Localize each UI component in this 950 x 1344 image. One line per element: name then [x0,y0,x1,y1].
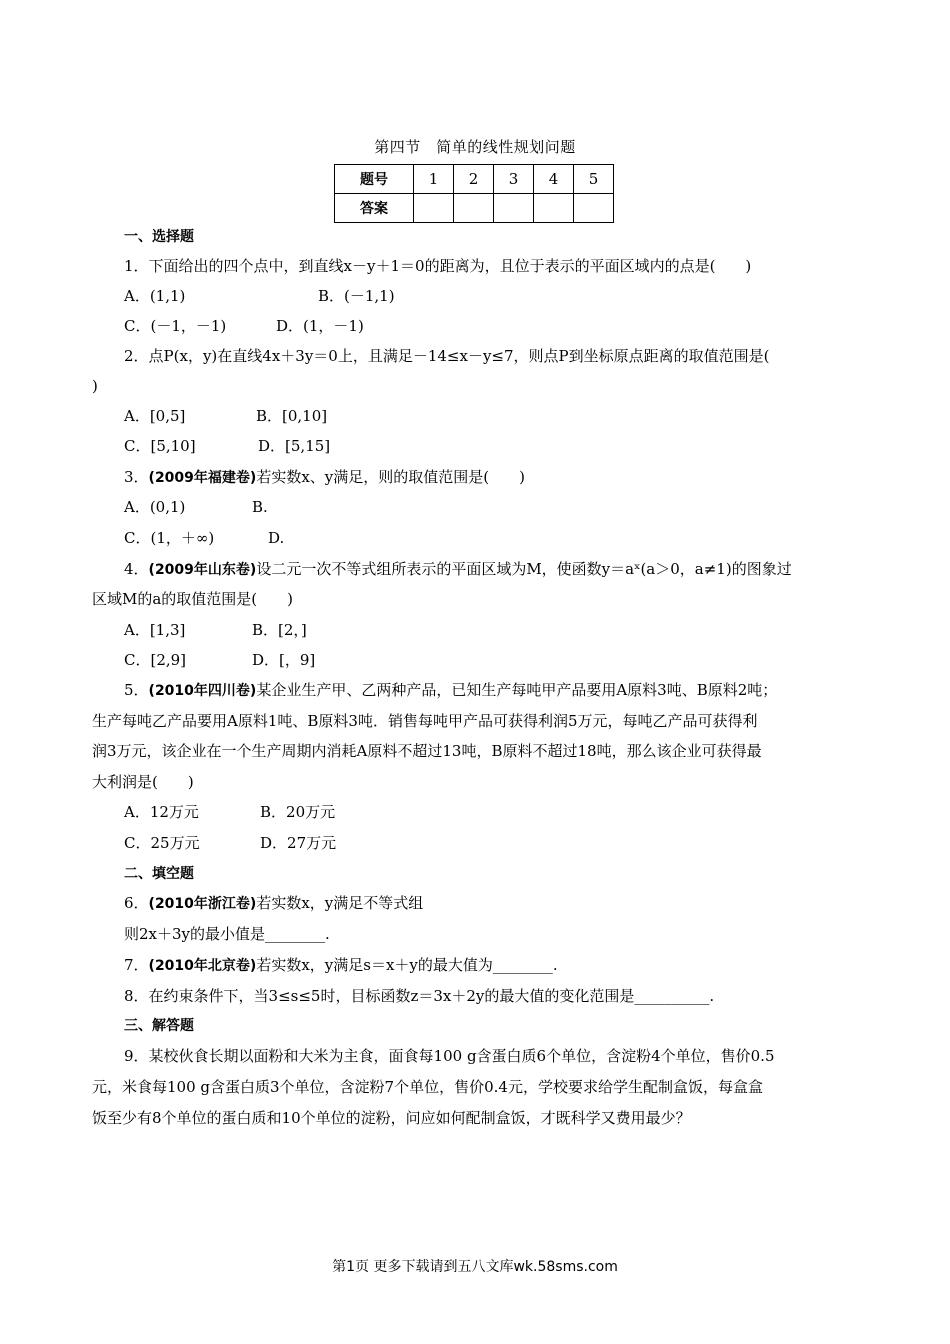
question-3-option-d: D. [268,529,285,547]
question-5-text-cont: 大利润是( ) [92,773,194,791]
question-4-text-cont: 区域M的a的取值范围是( ) [92,590,294,608]
section-heading-fill: 二、填空题 [124,866,194,882]
answer-cell [414,194,454,223]
question-5-text-cont: 润3万元，该企业在一个生产周期内消耗A原料不超过13吨，B原料不超过18吨，那么该企业可获得最 [92,742,762,760]
question-9-text-cont: 饭至少有8个单位的蛋白质和10个单位的淀粉，问应如何配制盒饭，才既科学又费用最少？ [92,1109,691,1127]
question-3-text: 若实数x、y满足，则的取值范围是( ) [256,468,525,486]
question-6 [124,893,423,914]
table-cell: 3 [494,165,534,194]
answer-cell [494,194,534,223]
table-cell: 2 [454,165,494,194]
table-header-answer: 答案 [335,194,414,223]
question-3-option-c: C．(1，＋∞) [124,529,215,547]
question-2-text-cont: ) [92,377,98,395]
question-1-option-a: A．(1,1) [124,287,186,305]
question-source: (2010年四川卷) [148,683,257,699]
question-1-option-d: D．(1，－1) [276,317,364,335]
section-heading-choice: 一、选择题 [124,229,194,245]
table-cell: 5 [574,165,614,194]
question-1-option-c: C．(－1，－1) [124,317,227,335]
question-4 [124,559,792,580]
question-2-option-a: A．[0,5] [124,407,186,425]
question-5-text-cont: 生产每吨乙产品要用A原料1吨、B原料3吨．销售每吨甲产品可获得利润5万元，每吨乙产品可获得利 [92,712,758,730]
question-2-option-d: D．[5,15] [258,437,331,455]
table-row [335,165,614,194]
question-number: 3． [124,468,149,486]
question-number: 4． [124,560,149,578]
question-number: 7． [124,956,149,974]
question-5-text: 某企业生产甲、乙两种产品，已知生产每吨甲产品要用A原料3吨、B原料2吨； [256,681,778,699]
question-7 [124,955,558,976]
answer-cell [454,194,494,223]
question-9-text-cont: 元，米食每100 g含蛋白质3个单位，含淀粉7个单位，售价0.4元，学校要求给学生配制盒饭，每盒盒 [92,1078,763,1096]
question-5 [124,680,777,701]
answer-table [334,164,614,223]
question-number: 5． [124,681,149,699]
question-5-option-c: C．25万元 [124,834,200,852]
table-cell: 1 [414,165,454,194]
question-source: (2010年北京卷) [148,958,257,974]
question-4-option-d: D．[，9] [252,651,316,669]
question-4-text: 设二元一次不等式组所表示的平面区域为M，使函数y＝aˣ(a＞0，a≠1)的图象过 [256,560,792,578]
table-row [335,194,614,223]
question-number: 6． [124,894,149,912]
question-2-option-b: B．[0,10] [256,407,328,425]
question-2-text: 2．点P(x，y)在直线4x＋3y＝0上，且满足－14≤x－y≤7，则点P到坐标原点距离的取值范围是( [124,347,770,365]
question-2-option-c: C．[5,10] [124,437,196,455]
table-header-number: 题号 [335,165,414,194]
question-5-option-a: A．12万元 [124,803,199,821]
question-4-option-b: B．[2，] [252,621,307,639]
question-3-option-a: A．(0,1) [124,498,186,516]
question-8-text: 8．在约束条件下，当3≤s≤5时，目标函数z＝3x＋2y的最大值的变化范围是__________. [124,987,715,1005]
question-7-text: 若实数x，y满足s＝x＋y的最大值为________. [256,956,558,974]
question-6-text: 若实数x，y满足不等式组 [256,894,424,912]
question-3 [124,467,525,488]
question-3-option-b: B. [252,498,268,516]
page-footer: 第1页 更多下载请到五八文库wk.58sms.com [332,1259,618,1275]
question-5-option-d: D．27万元 [260,834,337,852]
page-title: 第四节 简单的线性规划问题 [374,138,576,156]
question-9-text: 9．某校伙食长期以面粉和大米为主食，面食每100 g含蛋白质6个单位，含淀粉4个单位，售价0.5 [124,1047,775,1065]
question-4-option-a: A．[1,3] [124,621,186,639]
answer-cell [574,194,614,223]
question-1-text: 1．下面给出的四个点中，到直线x－y＋1＝0的距离为，且位于表示的平面区域内的点是( ) [124,257,752,275]
question-source: (2009年山东卷) [148,562,257,578]
table-cell: 4 [534,165,574,194]
section-heading-answer: 三、解答题 [124,1018,194,1034]
question-1-option-b: B．(－1,1) [318,287,395,305]
question-5-option-b: B．20万元 [260,803,336,821]
question-6-text-cont: 则2x＋3y的最小值是________. [124,925,330,943]
question-source: (2009年福建卷) [148,470,257,486]
answer-cell [534,194,574,223]
question-4-option-c: C．[2,9] [124,651,187,669]
question-source: (2010年浙江卷) [148,896,257,912]
